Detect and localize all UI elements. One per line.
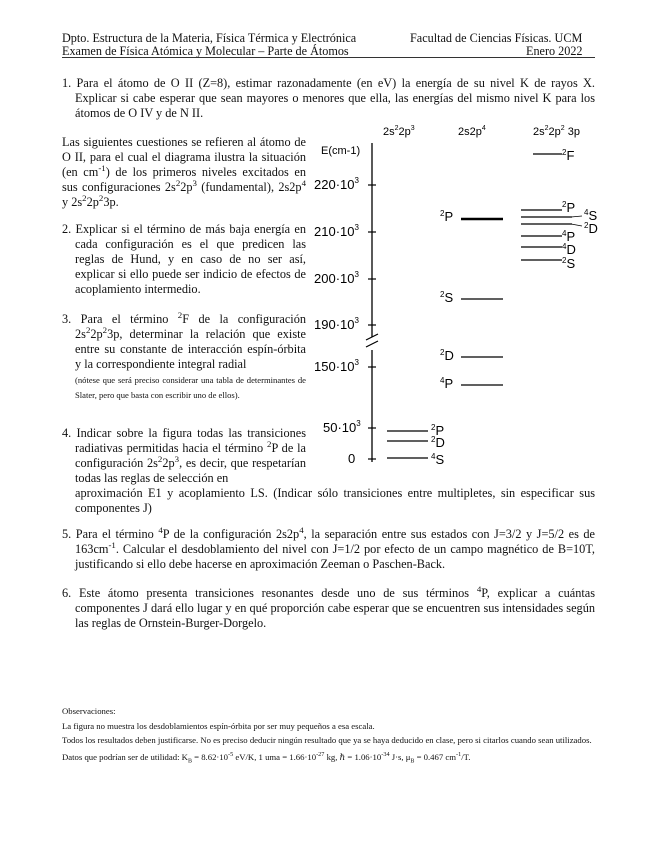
- question-1-text: Para el átomo de O II (Z=8), estimar razonadamente (en eV) la energía de su nivel K de rayos X. Explicar si cabe esperar que sean mayores o menores que ella, las energías del mismo nivel K para los átomos de O IV y de N II.: [75, 76, 595, 120]
- svg-text:2S: $^2$S: [562, 256, 576, 271]
- tick-210e3: [314, 223, 376, 239]
- question-4-number: 4.: [62, 426, 72, 440]
- svg-text:2D: $^2$D: [440, 348, 454, 363]
- level-3p-2P: [521, 200, 575, 215]
- level-2s2-2p3-4S: [387, 452, 444, 467]
- config-header-2s2-2p2-3p: $2s^22p^2$ 3p: [533, 125, 580, 138]
- svg-text:2P: $^2$P: [440, 209, 454, 224]
- level-2s2-2p3-2D: [387, 435, 445, 450]
- svg-text:2P: $^2$P: [431, 423, 445, 438]
- svg-text:190·103: $190\cdot 10^3$: [314, 316, 359, 332]
- question-3: 3. Para el término $^2$F de la configuración $2s^22p^23p$, determinar la relación que existe entre su constante de interacción espín-órbita y la correspondiente integral radial (nótese que será preciso considerar una tabla de determinantes de Slater, pero que basta con escribir uno de ellos).: [62, 309, 306, 400]
- question-4: 4. Indicar sobre la figura todas las transiciones radiativas permitidas hacia el término $^2$P de la configuración $2s^22p^3$, es decir, que respetarían todas las reglas de selección en: [62, 426, 307, 485]
- svg-text:2F: $^2$F: [562, 148, 575, 163]
- question-3-number: 3.: [62, 312, 72, 326]
- observations-title: Observaciones:: [62, 706, 116, 716]
- question-1-number: 1.: [62, 76, 72, 90]
- tick-150e3: [314, 358, 376, 374]
- observations-data: Datos que podrían ser de utilidad: $K_B = 8.62\cdot 10^{-5}$ eV/K, 1 uma = $1.66\cdot 10^{-27}$ kg, ℏ = $1.06\cdot 10^{-34}$ J·s, $\mu_B = 0.467$ $cm^{-1}/T$.: [62, 751, 471, 765]
- svg-text:2D: $^2$D: [431, 435, 445, 450]
- config-header-2s2-2p3: $2s^22p^3$: [383, 125, 415, 138]
- svg-text:2S: $^2$S: [440, 290, 454, 305]
- question-3-note: (nótese que será preciso considerar una tabla de determinantes de Slater, pero que basta con escribir uno de ellos).: [75, 375, 306, 400]
- level-3p-2D: [521, 221, 598, 236]
- question-2-number: 2.: [62, 222, 72, 236]
- level-2s-2p4-2D: [440, 348, 503, 363]
- level-2s-2p4-2P: [440, 209, 503, 224]
- intro-paragraph: Las siguientes cuestiones se refieren al átomo de O II, para el cual el diagrama ilustra la situación (en $cm^{-1}$) de los primeros niveles excitados en sus configuraciones $2s^22p^3$ (fundamental), $2s2p^4$ y $2s^22p^23p$.: [62, 135, 306, 209]
- header-exam-title: Examen de Física Atómica y Molecular – Parte de Átomos: [62, 44, 349, 58]
- svg-text:2D: $^2$D: [584, 221, 598, 236]
- question-5: 5. Para el término $^4$P de la configuración $2s2p^4$, la separación entre sus estados con J=3/2 y J=5/2 es de $163cm^{-1}$. Calcular el desdoblamiento del nivel con J=1/2 por efecto de un campo magnético de B=10T, justificando si ello debe hacerse en aproximación Zeeman o Paschen-Back.: [62, 524, 595, 571]
- svg-text:0: 0: [348, 451, 356, 466]
- svg-text:150·103: $150\cdot 10^3$: [314, 358, 359, 374]
- question-6: 6. Este átomo presenta transiciones resonantes desde uno de sus términos $^4$P, explicar a cuántas componentes J dará ello lugar y en qué proporción cabe esperar que se encuentren sus intensidades según las reglas de Ornstein-Burger-Dorgelo.: [62, 583, 596, 630]
- svg-text:4S: $^4$S: [431, 452, 445, 467]
- observations-line-2: Todos los resultados deben justificarse. No es preciso deducir ningún resultado que ya se haya deducido en clase, pero si citarlos cuando sean utilizados.: [62, 735, 592, 745]
- svg-text:50·103: $50\cdot 10^3$: [323, 419, 361, 435]
- svg-text:210·103: $210\cdot 10^3$: [314, 223, 359, 239]
- tick-220e3: [314, 176, 376, 192]
- header-faculty: Facultad de Ciencias Físicas. UCM: [410, 31, 583, 45]
- question-5-number: 5.: [62, 527, 72, 541]
- axis-break-mark-2: [366, 341, 378, 347]
- svg-text:4P: $^4$P: [440, 376, 454, 391]
- question-4-continuation: aproximación E1 y acoplamiento LS. (Indicar sólo transiciones entre multipletes, sin especificar sus componentes J): [75, 486, 595, 515]
- header-department: Dpto. Estructura de la Materia, Física Térmica y Electrónica: [62, 31, 357, 45]
- tick-50e3: [323, 419, 376, 435]
- level-2s-2p4-4P: [440, 376, 503, 391]
- svg-text:4P: $^4$P: [562, 229, 576, 244]
- level-2s-2p4-2S: [440, 290, 503, 305]
- energy-axis-label: E(cm-1): [321, 145, 361, 157]
- svg-text:2P: $^2$P: [562, 200, 576, 215]
- question-6-number: 6.: [62, 586, 72, 600]
- question-2-text: Explicar si el término de más baja energía en cada configuración es el que predicen las reglas de Hund, y en caso de no ser así, explicar si ello puede ser indicio de efectos de acoplamiento intermedio.: [75, 222, 306, 296]
- svg-text:4D: $^4$D: [562, 242, 576, 257]
- level-3p-2S: [521, 256, 575, 271]
- tick-190e3: [314, 316, 376, 332]
- level-3p-4D: [521, 242, 576, 257]
- header-date: Enero 2022: [526, 44, 583, 58]
- svg-text:220·103: $220\cdot 10^3$: [314, 176, 359, 192]
- config-header-2s-2p4: $2s2p^4$: [458, 125, 486, 138]
- svg-text:200·103: $200\cdot 10^3$: [314, 270, 359, 286]
- observations-line-1: La figura no muestra los desdoblamientos espín-órbita por ser muy pequeños a esa escala.: [62, 721, 375, 731]
- svg-text:4S: $^4$S: [584, 208, 598, 223]
- tick-200e3: [314, 270, 376, 286]
- level-3p-2F: [533, 148, 574, 163]
